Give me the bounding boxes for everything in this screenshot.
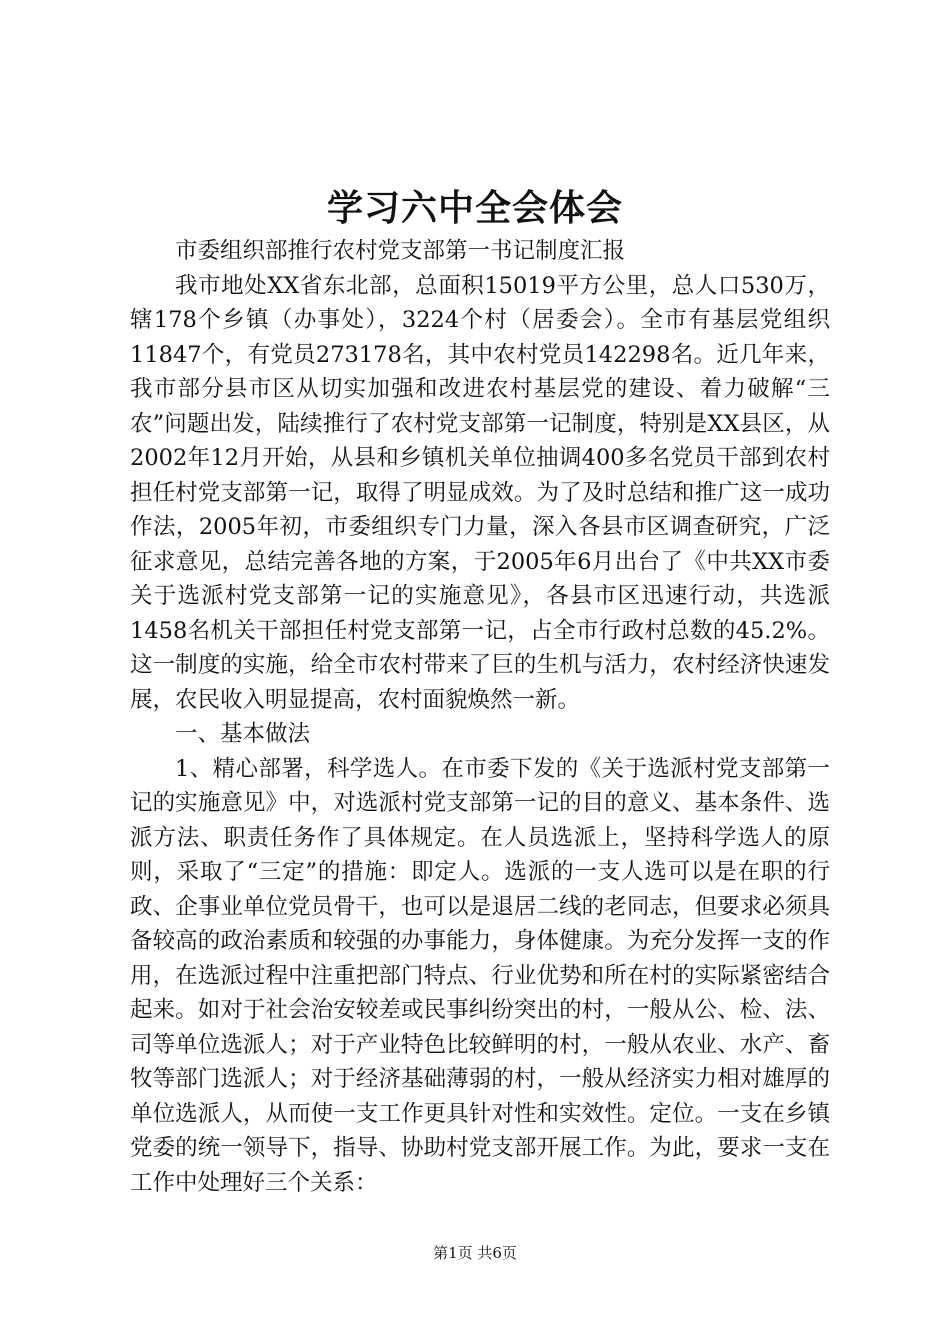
page-footer: 第1页 共6页 (433, 1244, 517, 1262)
document-title: 学习六中全会体会 (326, 187, 623, 229)
section-paragraph: 1、精心部署，科学选人。在市委下发的《关于选派村党支部第一记的实施意见》中，对选派村党支部第一记的目的意义、基本条件、选派方法、职责任务作了具体规定。在人员选派上，坚持科学选人的原则，采取了“三定”的措施：即定人。选派的一支人选可以是在职的行政、企事业单位党员骨干，也可以是退居二线的老同志，但要求必须具备较高的政治素质和较强的办事能力，身体健康。为充分发挥一支的作用，在选派过程中注重把部门特点、行业优势和所在村的实际紧密结合起来。如对于社会治安较差或民事纠纷突出的村，一般从公、检、法、司等单位选派人；对于产业特色比较鲜明的村，一般从农业、水产、畜牧等部门选派人；对于经济基础薄弱的村，一般从经济实力相对雄厚的单位选派人，从而使一支工作更具针对性和实效性。定位。一支在乡镇党委的统一领导下，指导、协助村党支部开展工作。为此，要求一支在工作中处理好三个关系： (130, 755, 830, 1196)
intro-paragraph: 我市地处XX省东北部，总面积15019平方公里，总人口530万，辖178个乡镇（办事处），3224个村（居委会）。全市有基层党组织11847个，有党员273178名，其中农村党员142298名。近几年来，我市部分县市区从切实加强和改进农村基层党的建设、着力破解“三农”问题出发，陆续推行了农村党支部第一记制度，特别是XX县区，从2002年12月开始，从县和乡镇机关单位抽调400多名党员干部到农村担任村党支部第一记，取得了明显成效。为了及时总结和推广这一成功作法，2005年初，市委组织专门力量，深入各县市区调查研究，广泛征求意见，总结完善各地的方案，于2005年6月出台了《中共XX市委关于选派村党支部第一记的实施意见》，各县市区迅速行动，共选派1458名机关干部担任村党支部第一记，占全市行政村总数的45.2%。这一制度的实施，给全市农村带来了巨的生机与活力，农村经济快速发展，农民收入明显提高，农村面貌焕然一新。 (130, 272, 830, 713)
section-heading: 一、基本做法 (175, 721, 311, 747)
report-heading: 市委组织部推行农村党支部第一书记制度汇报 (175, 238, 626, 264)
document-body (130, 234, 830, 1200)
